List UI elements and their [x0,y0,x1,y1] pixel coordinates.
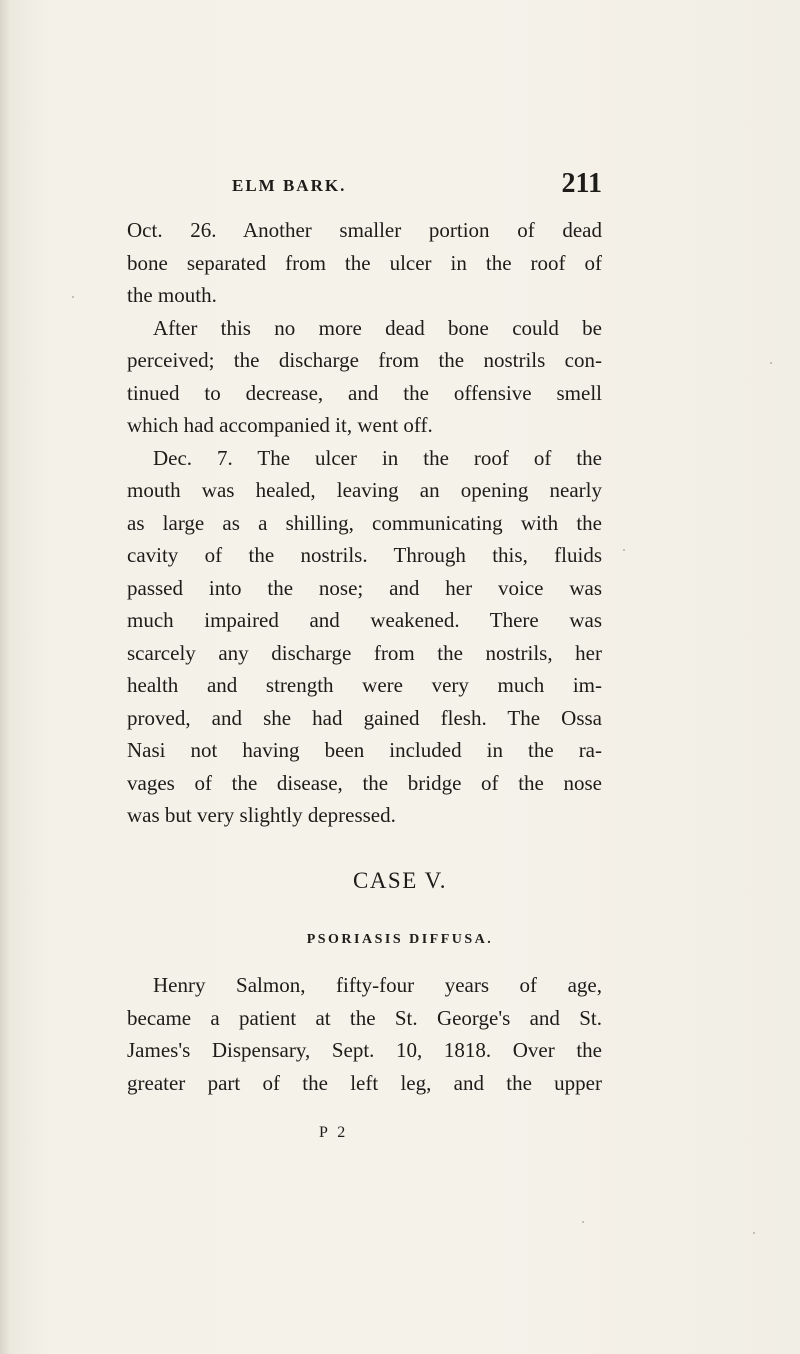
page-header [232,168,602,204]
text-line: passed into the nose; and her voice was [127,575,602,600]
text-line: vages of the disease, the bridge of the nose [127,770,602,795]
case-subheading: PSORIASIS DIFFUSA. [306,932,494,947]
text-line: scarcely any discharge from the nostrils, her [127,640,602,665]
paper-speck [582,1221,584,1223]
text-line: health and strength were very much im- [127,673,602,697]
text-line: Nasi not having been included in the ra- [127,738,602,762]
text-line: James's Dispensary, Sept. 10, 1818. Over the [127,1038,602,1062]
text-line: which had accompanied it, went off. [127,413,433,437]
text-line: cavity of the nostrils. Through this, fluids [127,543,602,567]
page-number: 211 [561,168,602,199]
paper-speck [770,362,772,364]
text-line: became a patient at the St. George's and St. [127,1005,602,1030]
paper-speck [72,296,74,298]
paper-speck [753,1232,755,1234]
text-line: Henry Salmon, fifty-four years of age, [153,973,602,997]
text-line: tinued to decrease, and the offensive smell [127,380,602,405]
running-title: ELM BARK. [232,176,347,195]
text-line: Oct. 26. Another smaller portion of dead [127,218,602,242]
text-line: proved, and she had gained flesh. The Ossa [127,705,602,730]
text-line: After this no more dead bone could be [153,315,602,340]
text-line: the mouth. [127,283,217,307]
text-line: bone separated from the ulcer in the roof of [127,250,602,275]
text-line: as large as a shilling, communicating with the [127,510,602,535]
page-gutter [0,0,10,1354]
body-text [127,214,602,832]
text-line: much impaired and weakened. There was [127,608,602,632]
text-line: greater part of the left leg, and the upper [127,1070,602,1095]
text-line: Dec. 7. The ulcer in the roof of the [153,445,602,470]
case-heading: CASE V. [352,868,448,893]
text-line: was but very slightly depressed. [127,803,396,827]
signature-mark: P 2 [319,1124,349,1141]
text-line: perceived; the discharge from the nostrils con- [127,348,602,372]
text-line: mouth was healed, leaving an opening nearly [127,478,602,502]
case-text [127,969,602,1099]
paper-speck [623,549,625,551]
